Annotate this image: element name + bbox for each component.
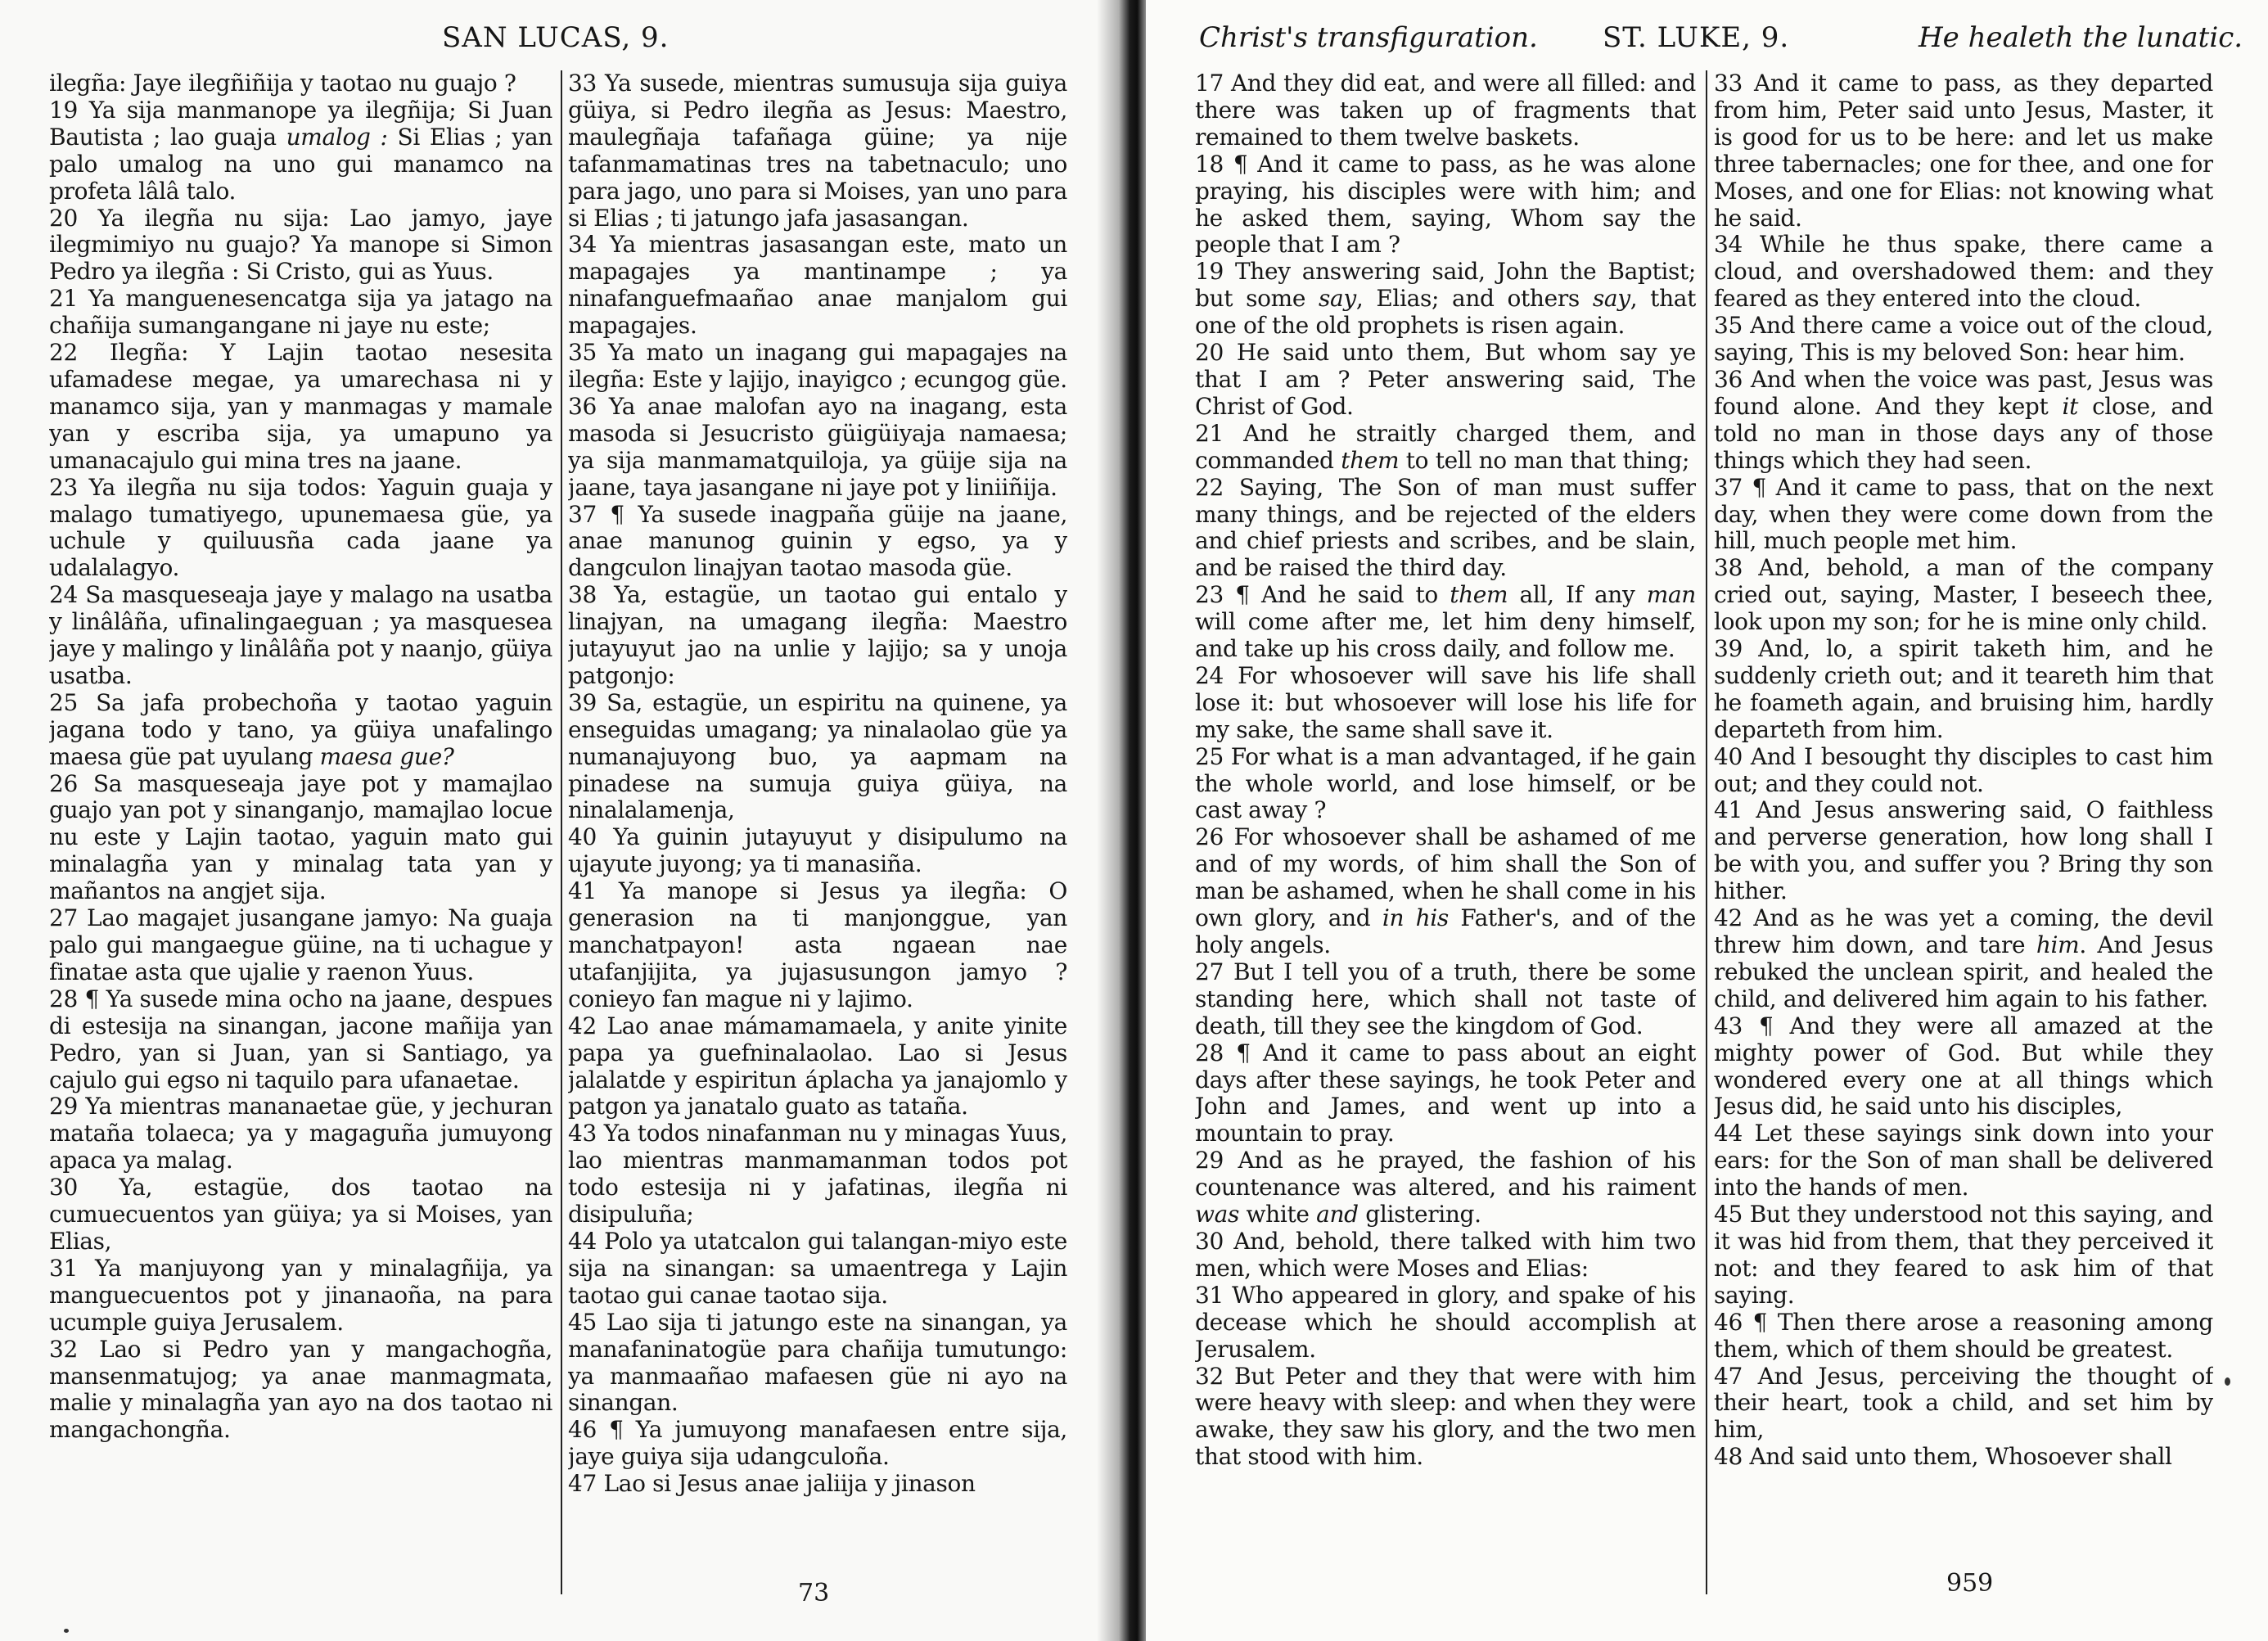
verse: 37 ¶ Ya susede inagpaña güije na jaane, anae manunog guinin y egso, ya y dangculon linajyan taotao masoda güe. bbox=[568, 500, 1067, 582]
ink-speck bbox=[2225, 1377, 2230, 1386]
verse: 41 Ya manope si Jesus ya ilegña: O generasion na ti manjonggue, yan manchatpayon! asta ngaean nae utafanjijita, ya jujasusungon jamyo ? conieyo fan mague ni y lajimo. bbox=[568, 877, 1067, 1012]
verse: 20 Ya ilegña nu sija: Lao jamyo, jaye ilegmimiyo nu guajo? Ya manope si Simon Pedro ya ilegña : Si Cristo, gui as Yuus. bbox=[49, 204, 552, 286]
verse: 24 Sa masqueseaja jaye y malago na usatba y linâlâña, ufinalingaeguan ; ya masquesea jaye y malingo y linâlâña pot y naanjo, güiya usatba. bbox=[49, 581, 552, 689]
verse: 19 They answering said, John the Baptist; but some say, Elias; and others say, that one of the old prophets is risen again. bbox=[1195, 258, 1696, 340]
verse: 36 Ya anae malofan ayo na inagang, esta masoda si Jesucristo güigüiyaja namaesa; ya sija manmamatquiloja, ya güije sija na jaane, taya jasangane ni jaye pot y liniiñija. bbox=[568, 392, 1067, 501]
verse: ilegña: Jaye ilegñiñija y taotao nu guajo ? bbox=[49, 70, 516, 97]
verse: 43 ¶ And they were all amazed at the mighty power of God. But while they wondered every one at all things which Jesus did, he said unto his disciples, bbox=[1714, 1012, 2213, 1120]
verse: 32 But Peter and they that were with him were heavy with sleep: and when they were awake, they saw his glory, and the two men that stood with him. bbox=[1195, 1362, 1696, 1471]
verse: 35 And there came a voice out of the cloud, saying, This is my beloved Son: hear him. bbox=[1714, 312, 2213, 367]
text-column-2 bbox=[1714, 70, 2213, 1609]
verse: 22 Ilegña: Y Lajin taotao nesesita ufamadese megae, ya umarechasa ni y manamco sija, yan y manmagas y mamale yan y escriba sija, ya umapuno ya umanacajulo gui mina tres na jaane. bbox=[49, 339, 552, 474]
verse: 24 For whosoever will save his life shall lose it: but whosoever will lose his life for my sake, the same shall save it. bbox=[1195, 661, 1696, 743]
verse: 31 Who appeared in glory, and spake of his decease which he should accomplish at Jerusalem. bbox=[1195, 1281, 1696, 1363]
ink-speck bbox=[64, 1629, 69, 1633]
text-column-2 bbox=[568, 70, 1067, 1609]
verse: 44 Polo ya utatcalon gui talangan-miyo este sija na sinangan: sa umaentrega y Lajin taotao gui canae taotao sija. bbox=[568, 1227, 1067, 1309]
verse: 31 Ya manjuyong yan y minalagñija, ya manguecuentos pot y jinanaoña, na para ucumple guiya Jerusalem. bbox=[49, 1254, 552, 1336]
verse: 41 And Jesus answering said, O faithless and perverse generation, how long shall I be with you, and suffer you ? Bring thy son hither. bbox=[1714, 796, 2213, 905]
verse: 33 And it came to pass, as they departed from him, Peter said unto Jesus, Master, it is good for us to be here: and let us make three tabernacles; one for thee, and one for Moses, and one for Elias: not knowing what he said. bbox=[1714, 70, 2213, 232]
text-column-1 bbox=[1195, 70, 1696, 1609]
page-number: 73 bbox=[798, 1579, 830, 1607]
verse: 27 But I tell you of a truth, there be some standing here, which shall not taste of death, till they see the kingdom of God. bbox=[1195, 958, 1696, 1039]
verse: 19 Ya sija manmanope ya ilegñija; Si Juan Bautista ; lao guaja umalog : Si Elias ; yan palo umalog na uno gui manamco na profeta lâlâ talo. bbox=[49, 96, 552, 205]
verse: 37 ¶ And it came to pass, that on the next day, when they were come down from the hill, much people met him. bbox=[1714, 473, 2213, 555]
verse: 18 ¶ And it came to pass, as he was alone praying, his disciples were with him; and he asked them, saying, Whom say the people that I am ? bbox=[1195, 150, 1696, 259]
verse: 30 Ya, estagüe, dos taotao na cumuecuentos yan güiya; ya si Moises, yan Elias, bbox=[49, 1174, 552, 1255]
verse: 25 Sa jafa probechoña y taotao yaguin jagana todo y tano, ya güiya unafalingo maesa güe pat uyulang maesa gue? bbox=[49, 688, 552, 770]
column-rule bbox=[1706, 70, 1707, 1594]
page-header: SAN LUCAS, 9. bbox=[442, 21, 670, 54]
verse: 43 Ya todos ninafanman nu y minagas Yuus, lao mientras manmamanman todos pot todo estesija ni y jafatinas, ilegña ni disipuluña; bbox=[568, 1120, 1067, 1228]
verse: 27 Lao magajet jusangane jamyo: Na guaja palo gui mangaegue güine, na ti uchague y finatae asta que ujalie y raenon Yuus. bbox=[49, 904, 552, 985]
verse: 38 Ya, estagüe, un taotao gui entalo y linajyan, na umagang ilegña: Maestro jutayuyut jao na unlie y lajijo; sa y unoja patgonjo: bbox=[568, 581, 1067, 689]
verse: 23 Ya ilegña nu sija todos: Yaguin guaja y malago tumatiyego, upunemaesa güe, ya uchule y quiluusña cada jaane ya udalalagyo. bbox=[49, 473, 552, 582]
text-column-1 bbox=[49, 70, 552, 1609]
verse: 45 Lao sija ti jatungo este na sinangan, ya manafaninatogüe para chañija tumutungo: ya manmaañao mafaesen güe ni ayo na sinangan. bbox=[568, 1308, 1067, 1417]
verse: 26 For whosoever shall be ashamed of me and of my words, of him shall the Son of man be ashamed, when he shall come in his own glory, and in his Father's, and of the holy angels. bbox=[1195, 823, 1696, 958]
running-head-right: He healeth the lunatic. bbox=[1919, 21, 2243, 54]
verse: 44 Let these sayings sink down into your ears: for the Son of man shall be delivered into the hands of men. bbox=[1714, 1120, 2213, 1201]
verse: 46 ¶ Then there arose a reasoning among them, which of them should be greatest. bbox=[1714, 1308, 2213, 1363]
verse: 39 And, lo, a spirit taketh him, and he suddenly crieth out; and it teareth him that he foameth again, and bruising him, hardly departeth from him. bbox=[1714, 635, 2213, 743]
verse: 34 While he thus spake, there came a cloud, and overshadowed them: and they feared as they entered into the cloud. bbox=[1714, 231, 2213, 313]
column-rule bbox=[561, 70, 562, 1594]
verse: 26 Sa masqueseaja jaye pot y mamajlao guajo yan pot y sinanganjo, mamajlao locue nu este y Lajin taotao, yaguin mato gui minalagña yan y minalag tata yan y mañantos na angjet sija. bbox=[49, 769, 552, 905]
verse: 23 ¶ And he said to them all, If any man will come after me, let him deny himself, and take up his cross daily, and follow me. bbox=[1195, 581, 1696, 663]
verse: 29 Ya mientras mananaetae güe, y jechuran mataña tolaeca; ya y magaguña jumuyong apaca ya malag. bbox=[49, 1093, 552, 1174]
page-number: 959 bbox=[1946, 1569, 1994, 1598]
verse: 29 And as he prayed, the fashion of his countenance was altered, and his raiment was white and glistering. bbox=[1195, 1147, 1696, 1228]
verse: 45 But they understood not this saying, and it was hid from them, that they perceived it not: and they feared to ask him of that saying. bbox=[1714, 1201, 2213, 1309]
right-page bbox=[1146, 0, 2268, 1641]
verse: 28 ¶ And it came to pass about an eight days after these sayings, he took Peter and John and James, and went up into a mountain to pray. bbox=[1195, 1039, 1696, 1147]
verse: 40 And I besought thy disciples to cast him out; and they could not. bbox=[1714, 742, 2213, 797]
verse: 22 Saying, The Son of man must suffer many things, and be rejected of the elders and chief priests and scribes, and be slain, and be raised the third day. bbox=[1195, 473, 1696, 582]
verse: 34 Ya mientras jasasangan este, mato un mapagajes ya mantinampe ; ya ninafanguefmaañao anae manjalom gui mapagajes. bbox=[568, 231, 1067, 340]
verse: 28 ¶ Ya susede mina ocho na jaane, despues di estesija na sinangan, jacone mañija yan Pedro, yan si Juan, yan si Santiago, ya cajulo gui egso ni taquilo para ufanaetae. bbox=[49, 985, 552, 1093]
left-page bbox=[0, 0, 1126, 1641]
verse: 21 And he straitly charged them, and commanded them to tell no man that thing; bbox=[1195, 419, 1696, 474]
verse: 39 Sa, estagüe, un espiritu na quinene, ya enseguidas umagang; ya ninalaolao güe ya numanajuyong buo, ya aapmam na pinadese na sumuja guiya güiya, na ninalalamenja, bbox=[568, 688, 1067, 824]
verse: 33 Ya susede, mientras sumusuja sija guiya güiya, si Pedro ilegña as Jesus: Maestro, maulegñaja tafañaga güine; ya nije tafanmamatinas tres na tabetnaculo; uno para jago, uno para si Moises, yan uno para si Elias ; ti jatungo jafa jasasangan. bbox=[568, 70, 1067, 232]
verse: 47 Lao si Jesus anae jaliija y jinason bbox=[568, 1470, 976, 1498]
verse: 21 Ya manguenesencatga sija ya jatago na chañija sumangangane ni jaye nu este; bbox=[49, 285, 552, 340]
verse: 38 And, behold, a man of the company cried out, saying, Master, I beseech thee, look upon my son; for he is mine only child. bbox=[1714, 554, 2213, 636]
verse: 42 Lao anae mámamamaela, y anite yinite papa ya guefninalaolao. Lao si Jesus jalalatde y espiritun áplacha ya janajomlo y patgon ya janatalo guato as tataña. bbox=[568, 1012, 1067, 1120]
verse: 47 And Jesus, perceiving the thought of their heart, took a child, and set him by him, bbox=[1714, 1362, 2213, 1444]
running-head-left: Christ's transfiguration. bbox=[1199, 21, 1538, 54]
verse: 36 And when the voice was past, Jesus was found alone. And they kept it close, and told no man in those days any of those things which they had seen. bbox=[1714, 365, 2213, 474]
verse: 46 ¶ Ya jumuyong manafaesen entre sija, jaye guiya sija udangculoña. bbox=[568, 1416, 1067, 1471]
verse: 35 Ya mato un inagang gui mapagajes na ilegña: Este y lajijo, inayigco ; ecungog güe. bbox=[568, 339, 1067, 393]
verse: 20 He said unto them, But whom say ye that I am ? Peter answering said, The Christ of God. bbox=[1195, 339, 1696, 420]
verse: 48 And said unto them, Whosoever shall bbox=[1714, 1443, 2172, 1471]
verse: 32 Lao si Pedro yan y mangachogña, mansenmatujog; ya anae manmagmata, malie y minalagña yan ayo na dos taotao ni mangachongña. bbox=[49, 1335, 552, 1444]
verse: 17 And they did eat, and were all filled: and there was taken up of fragments that remained to them twelve baskets. bbox=[1195, 70, 1696, 151]
verse: 30 And, behold, there talked with him two men, which were Moses and Elias: bbox=[1195, 1227, 1696, 1282]
verse: 40 Ya guinin jutayuyut y disipulumo na ujayute juyong; ya ti manasiña. bbox=[568, 823, 1067, 878]
verse: 25 For what is a man advantaged, if he gain the whole world, and lose himself, or be cast away ? bbox=[1195, 742, 1696, 824]
verse: 42 And as he was yet a coming, the devil threw him down, and tare him. And Jesus rebuked the unclean spirit, and healed the child, and delivered him again to his father. bbox=[1714, 904, 2213, 1012]
page-header: ST. LUKE, 9. bbox=[1603, 21, 1790, 54]
